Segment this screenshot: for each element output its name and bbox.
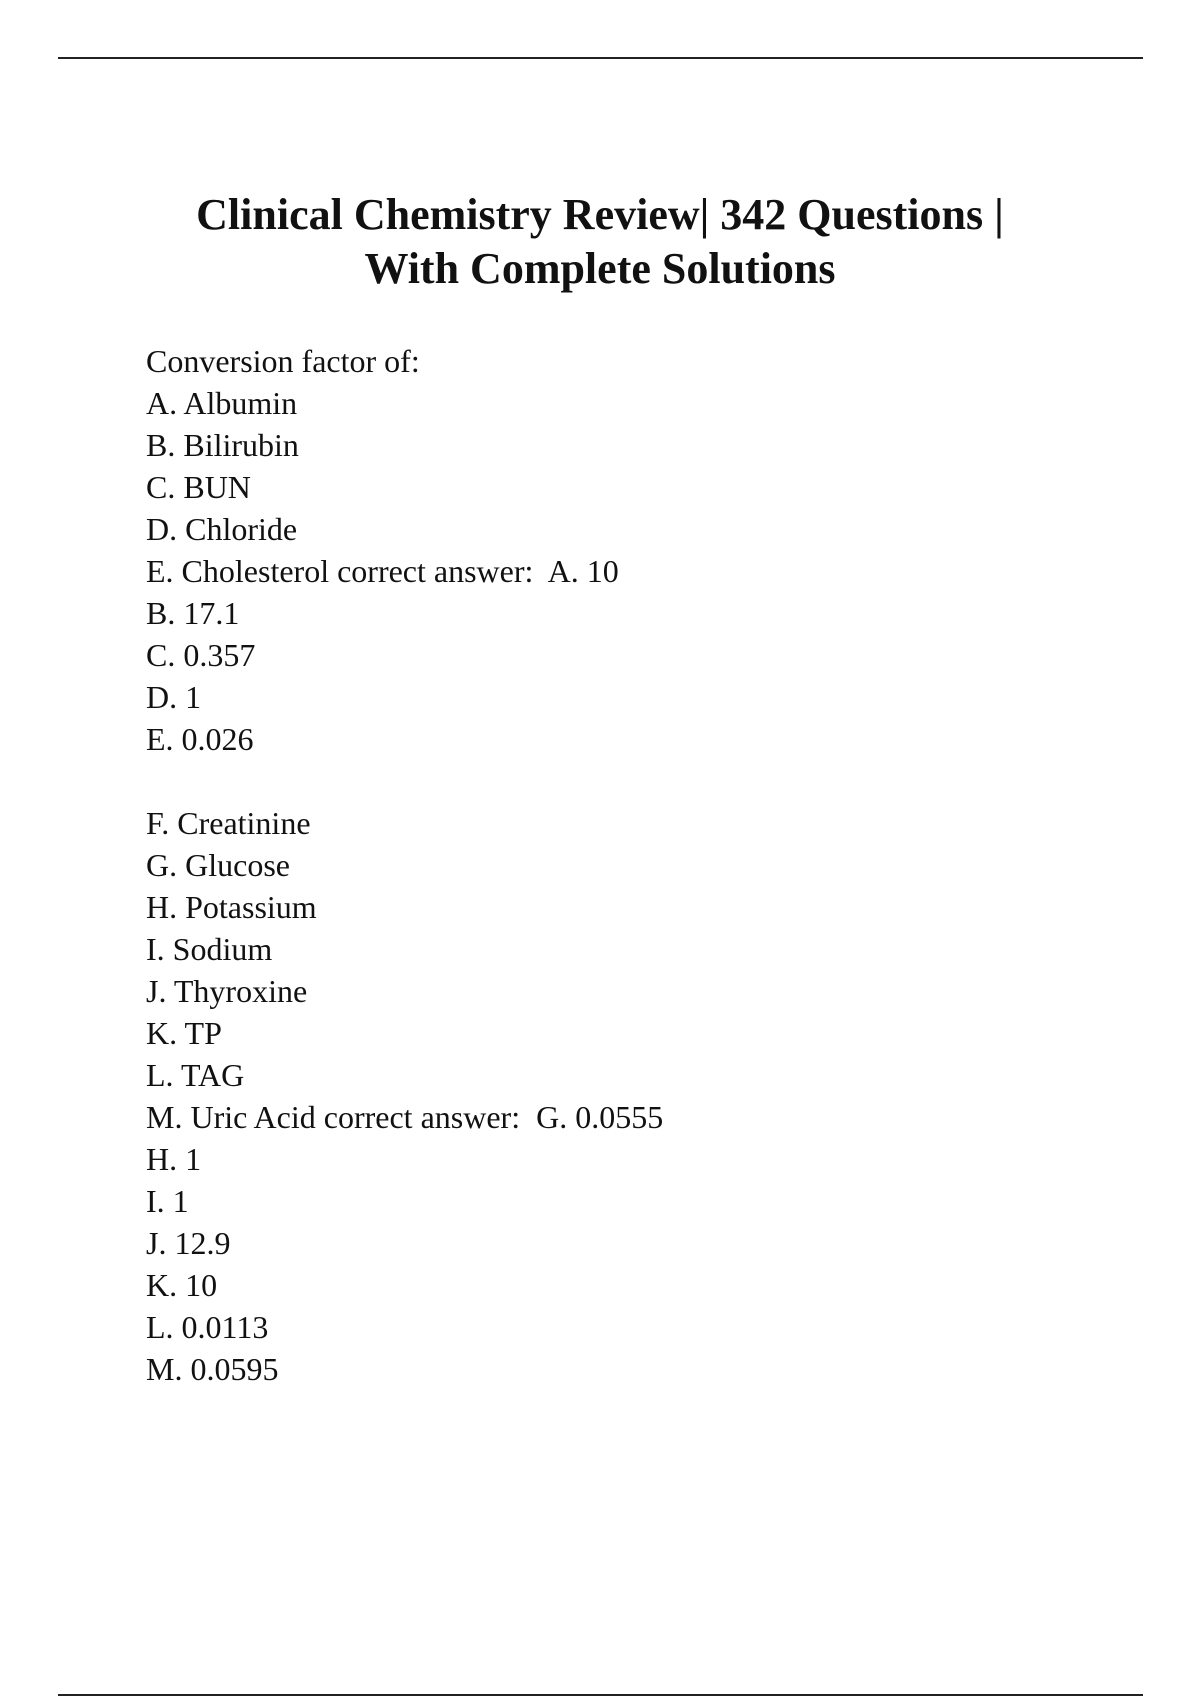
text-line: M. 0.0595 bbox=[146, 1351, 279, 1387]
text-line: I. Sodium bbox=[146, 931, 273, 967]
text-line: E. 0.026 bbox=[146, 721, 254, 757]
text-line: L. TAG bbox=[146, 1057, 245, 1093]
text-line: A. Albumin bbox=[146, 385, 298, 421]
text-line: J. Thyroxine bbox=[146, 973, 308, 1009]
text-line: K. 10 bbox=[146, 1267, 218, 1303]
text-line: E. Cholesterol correct answer: A. 10 bbox=[146, 553, 619, 589]
text-line: G. Glucose bbox=[146, 847, 290, 883]
text-line: F. Creatinine bbox=[146, 805, 311, 841]
text-line: D. Chloride bbox=[146, 511, 298, 547]
text-line: Conversion factor of: bbox=[146, 343, 420, 379]
text-line: L. 0.0113 bbox=[146, 1309, 269, 1345]
text-line: D. 1 bbox=[146, 679, 202, 715]
text-line: J. 12.9 bbox=[146, 1225, 231, 1261]
question-block-2 bbox=[146, 802, 1146, 1390]
text-line: C. BUN bbox=[146, 469, 251, 505]
title-line-2: With Complete Solutions bbox=[364, 244, 836, 293]
text-line: I. 1 bbox=[146, 1183, 189, 1219]
text-line: B. 17.1 bbox=[146, 595, 240, 631]
document-title bbox=[0, 188, 1200, 296]
text-line: M. Uric Acid correct answer: G. 0.0555 bbox=[146, 1099, 664, 1135]
paragraph-gap bbox=[146, 760, 1146, 802]
bottom-divider bbox=[58, 1694, 1143, 1696]
question-block-1 bbox=[146, 340, 1146, 760]
title-line-1: Clinical Chemistry Review| 342 Questions | bbox=[196, 190, 1004, 239]
question-content bbox=[146, 340, 1146, 1390]
text-line: H. Potassium bbox=[146, 889, 317, 925]
text-line: B. Bilirubin bbox=[146, 427, 299, 463]
text-line: K. TP bbox=[146, 1015, 222, 1051]
text-line: C. 0.357 bbox=[146, 637, 256, 673]
text-line: H. 1 bbox=[146, 1141, 202, 1177]
top-divider bbox=[58, 57, 1143, 59]
